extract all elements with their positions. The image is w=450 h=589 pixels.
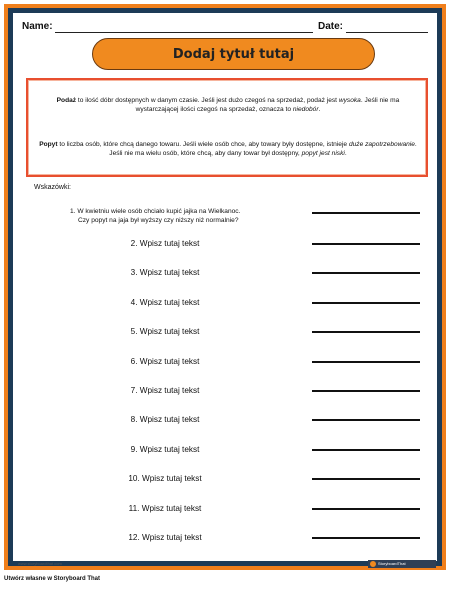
title-banner[interactable] — [92, 38, 375, 70]
supply-text: . — [318, 106, 321, 113]
supply-term: Podaż — [56, 97, 77, 104]
footer-url: www.storyboardthat.com — [18, 561, 62, 566]
question-4[interactable]: 4. Wpisz tutaj tekst — [130, 297, 200, 307]
question-5[interactable]: 5. Wpisz tutaj tekst — [130, 327, 200, 337]
answer-line-12[interactable] — [312, 537, 420, 539]
definitions-box — [26, 78, 428, 177]
storyboard-logo — [368, 560, 436, 568]
question-7[interactable]: 7. Wpisz tutaj tekst — [130, 386, 200, 395]
demand-text: to liczba osób, które chcą danego towaru. Jeśli wiele osób chce, aby towary były dostępne, istnieje — [57, 141, 349, 148]
answer-line-2[interactable] — [312, 243, 420, 245]
answer-line-9[interactable] — [312, 449, 420, 451]
question-9[interactable]: 9. Wpisz tutaj tekst — [130, 444, 200, 454]
credit-text: Utwórz własne w Storyboard That — [4, 576, 101, 582]
logo-icon — [370, 561, 376, 567]
question-10[interactable]: 10. Wpisz tutaj tekst — [128, 474, 202, 484]
date-field[interactable] — [346, 32, 428, 33]
answer-line-6[interactable] — [312, 361, 420, 363]
supply-emphasis-high: wysoka — [338, 97, 361, 104]
answer-line-5[interactable] — [312, 331, 420, 333]
demand-text: . Jeśli nie ma wielu osób, które chcą, aby dany towar był dostępny, — [109, 141, 417, 157]
question-11[interactable]: 11. Wpisz tutaj tekst — [128, 503, 202, 513]
demand-term: Popyt — [39, 141, 58, 148]
supply-text: to ilość dóbr dostępnych w danym czasie. Jeśli jest dużo czegoś na sprzedaż, podaż jest — [76, 97, 339, 104]
answer-line-7[interactable] — [312, 390, 420, 392]
header-row — [22, 20, 430, 36]
logo-text: StoryboardThat — [378, 561, 406, 566]
demand-emphasis-low: popyt jest niski — [301, 150, 345, 157]
question-12[interactable]: 12. Wpisz tutaj tekst — [128, 533, 202, 542]
question-8[interactable]: 8. Wpisz tutaj tekst — [130, 415, 200, 425]
question-1-line-2: Czy popyt na jaja był wyższy czy niższy niż normalnie? — [78, 217, 239, 224]
demand-emphasis-high: duże zapotrzebowanie — [348, 141, 415, 148]
question-1-line-1: 1. W kwietniu wiele osób chciało kupić jajka na Wielkanoc. — [70, 208, 241, 215]
answer-line-1[interactable] — [312, 212, 420, 214]
supply-definition — [36, 96, 420, 114]
answer-line-4[interactable] — [312, 302, 420, 304]
question-2[interactable]: 2. Wpisz tutaj tekst — [130, 239, 200, 248]
page-title: Dodaj tytuł tutaj — [172, 46, 295, 62]
demand-text: . — [344, 150, 347, 157]
answer-line-10[interactable] — [312, 478, 420, 480]
demand-definition — [36, 140, 420, 158]
answer-line-8[interactable] — [312, 419, 420, 421]
hints-label: Wskazówki: — [34, 184, 71, 191]
question-1 — [70, 207, 300, 225]
question-3[interactable]: 3. Wpisz tutaj tekst — [130, 268, 200, 278]
answer-line-11[interactable] — [312, 508, 420, 510]
name-label: Name: — [22, 21, 53, 32]
answer-line-3[interactable] — [312, 272, 420, 274]
supply-emphasis-shortage: niedobór — [292, 106, 319, 113]
supply-text: . Jeśli nie ma wystarczającej ilości czegoś na sprzedaż, oznacza to — [135, 97, 400, 113]
date-label: Date: — [318, 21, 344, 32]
name-field[interactable] — [55, 32, 313, 33]
question-6[interactable]: 6. Wpisz tutaj tekst — [130, 356, 200, 366]
